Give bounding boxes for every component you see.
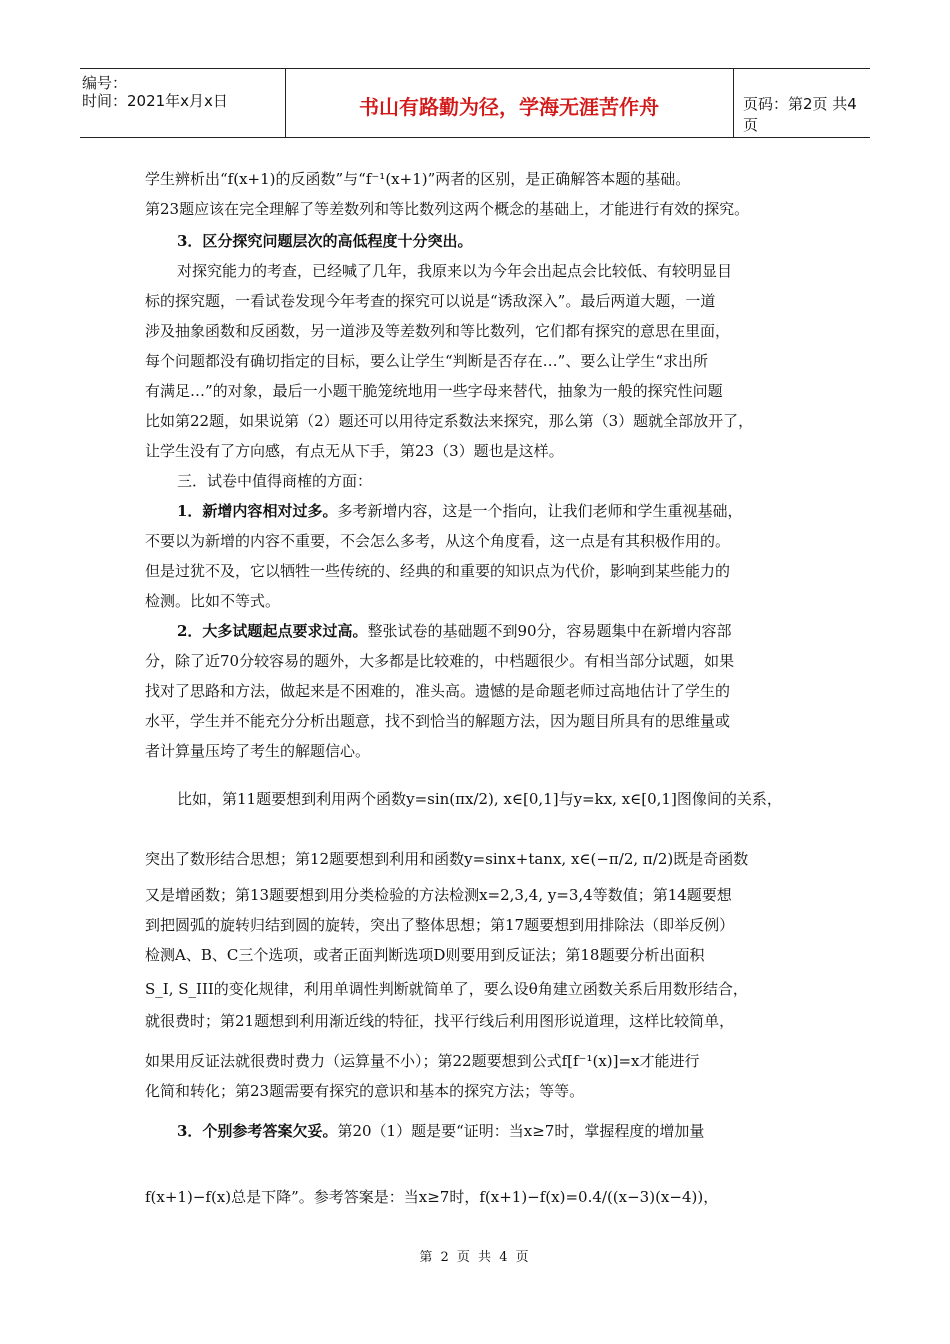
page-number-label: 页码：第2页 共4页	[743, 95, 857, 134]
text-line: 找对了思路和方法，做起来是不困难的，准头高。遗憾的是命题老师过高地估计了学生的	[145, 682, 731, 700]
text-line: 但是过犹不及，它以牺牲一些传统的、经典的和重要的知识点为代价，影响到某些能力的	[145, 562, 731, 580]
text-line: 不要以为新增的内容不重要，不会怎么多考，从这个角度看，这一点是有其积极作用的。	[145, 532, 731, 550]
page-footer: 第 2 页 共 4 页	[419, 1250, 531, 1265]
section-heading: 3．区分探究问题层次的高低程度十分突出。	[177, 232, 473, 250]
text-line: 突出了数形结合思想；第12题要想到利用和函数y=sinx+tanx, x∈(−π/2, π/2)既是奇函数	[145, 850, 749, 868]
text-line: 第23题应该在完全理解了等差数列和等比数列这两个概念的基础上，才能进行有效的探究。	[145, 200, 750, 218]
motto-text: 书山有路勤为径，学海无涯苦作舟	[359, 95, 659, 119]
text-line: 涉及抽象函数和反函数，另一道涉及等差数列和等比数列，它们都有探究的意思在里面，	[145, 322, 731, 340]
text-line: 如果用反证法就很费时费力（运算量不小）；第22题要想到公式f[f⁻¹(x)]=x才能进行	[145, 1052, 700, 1070]
text-line: 检测A、B、C三个选项，或者正面判断选项D则要用到反证法；第18题要分析出面积	[145, 946, 705, 964]
text-line: 就很费时；第21题想到利用渐近线的特征，找平行线后利用图形说道理，这样比较简单，	[145, 1012, 735, 1030]
paragraph-lead: 3．个别参考答案欠妥。	[177, 1122, 338, 1140]
text-line: 1．新增内容相对过多。多考新增内容，这是一个指向，让我们老师和学生重视基础，	[177, 502, 743, 520]
text-line: 2．大多试题起点要求过高。整张试卷的基础题不到90分，容易题集中在新增内容部	[177, 622, 732, 640]
text-line: 水平，学生并不能充分分析出题意，找不到恰当的解题方法，因为题目所具有的思维量或	[145, 712, 731, 730]
paragraph-lead: 1．新增内容相对过多。	[177, 502, 338, 520]
text-line: 分，除了近70分较容易的题外，大多都是比较难的，中档题很少。有相当部分试题，如果	[145, 652, 735, 670]
header-page-cell	[733, 69, 870, 137]
text-line: f(x+1)−f(x)总是下降”。参考答案是：当x≥7时，f(x+1)−f(x)=0.4/((x−3)(x−4))，	[145, 1188, 719, 1206]
text-line: S_I, S_III的变化规律，利用单调性判断就简单了，要么设θ角建立函数关系后用数形结合，	[145, 980, 748, 998]
text-line: 比如第22题，如果说第（2）题还可以用待定系数法来探究，那么第（3）题就全部放开了，	[145, 412, 754, 430]
serial-label: 编号：	[82, 74, 128, 92]
page-header	[80, 68, 870, 138]
text-line: 对探究能力的考查，已经喊了几年，我原来以为今年会出起点会比较低、有较明显目	[177, 262, 733, 280]
text-line: 检测。比如不等式。	[145, 592, 281, 610]
text-line: 化简和转化；第23题需要有探究的意识和基本的探究方法；等等。	[145, 1082, 585, 1100]
text-line: 标的探究题，一看试卷发现今年考查的探究可以说是“诱敌深入”。最后两道大题，一道	[145, 292, 716, 310]
text-line: 又是增函数；第13题要想到用分类检验的方法检测x=2,3,4, y=3,4等数值；第14题要想	[145, 886, 732, 904]
text-line: 有满足…”的对象，最后一小题干脆笼统地用一些字母来替代，抽象为一般的探究性问题	[145, 382, 723, 400]
text-line: 到把圆弧的旋转归结到圆的旋转，突出了整体思想；第17题要想到用排除法（即举反例）	[145, 916, 735, 934]
text-line: 者计算量压垮了考生的解题信心。	[145, 742, 371, 760]
text-line: 每个问题都没有确切指定的目标，要么让学生“判断是否存在…”、要么让学生“求出所	[145, 352, 709, 370]
text-line: 3．个别参考答案欠妥。第20（1）题是要“证明：当x≥7时，掌握程度的增加量	[177, 1122, 705, 1140]
section-heading: 三．试卷中值得商榷的方面：	[177, 472, 373, 490]
header-motto-cell	[285, 69, 734, 137]
text-line: 比如，第11题要想到利用两个函数y=sin(πx/2), x∈[0,1]与y=kx, x∈[0,1]图像间的关系，	[177, 790, 782, 808]
text-line: 学生辨析出“f(x+1)的反函数”与“f⁻¹(x+1)”两者的区别，是正确解答本题的基础。	[145, 170, 691, 188]
paragraph-lead: 2．大多试题起点要求过高。	[177, 622, 368, 640]
header-meta-cell	[80, 69, 286, 137]
time-label: 时间：2021年x月x日	[82, 92, 228, 110]
text-line: 让学生没有了方向感，有点无从下手，第23（3）题也是这样。	[145, 442, 564, 460]
